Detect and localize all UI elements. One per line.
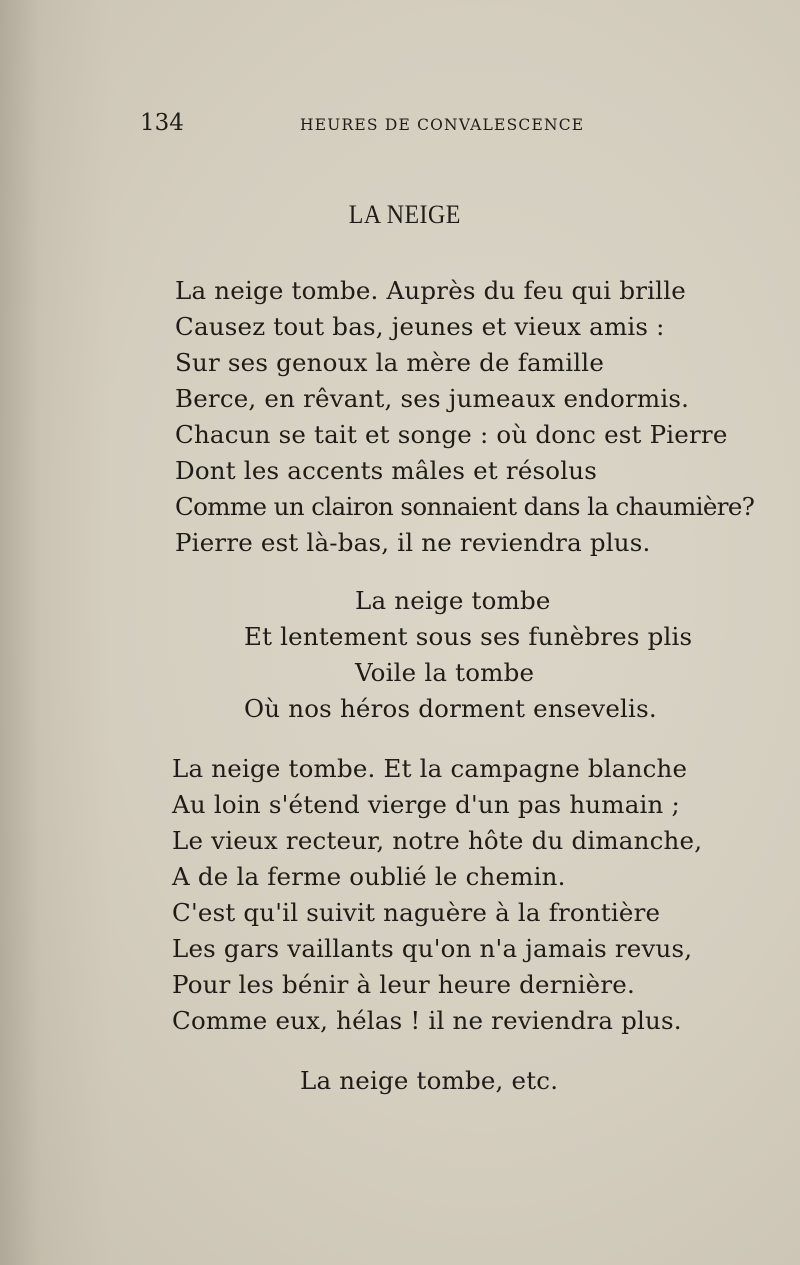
stanza-2-line-5: C'est qu'il suivit naguère à la frontière xyxy=(172,898,661,927)
stanza-1-line-5: Chacun se tait et songe : où donc est Pierre xyxy=(175,420,728,449)
stanza-2-line-2: Au loin s'étend vierge d'un pas humain ; xyxy=(172,790,680,819)
stanza-2-line-8: Comme eux, hélas ! il ne reviendra plus. xyxy=(172,1006,682,1035)
page-header xyxy=(0,110,800,140)
stanza-2-line-3: Le vieux recteur, notre hôte du dimanche, xyxy=(172,826,703,855)
poem-title: LA NEIGE xyxy=(348,200,461,229)
refrain-line-1: La neige tombe xyxy=(355,586,551,615)
refrain-line-4: Où nos héros dorment ensevelis. xyxy=(244,694,657,723)
stanza-1-line-7: Comme un clairon sonnaient dans la chaumière? xyxy=(175,492,755,521)
stanza-1-line-1: La neige tombe. Auprès du feu qui brille xyxy=(175,276,686,305)
stanza-2-line-1: La neige tombe. Et la campagne blanche xyxy=(172,754,688,783)
refrain-line-2: Et lentement sous ses funèbres plis xyxy=(244,622,693,651)
final-refrain: La neige tombe, etc. xyxy=(300,1066,559,1095)
stanza-2-line-7: Pour les bénir à leur heure dernière. xyxy=(172,970,635,999)
refrain-line-3: Voile la tombe xyxy=(355,658,535,687)
stanza-2-line-6: Les gars vaillants qu'on n'a jamais revus, xyxy=(172,934,693,963)
stanza-1-line-3: Sur ses genoux la mère de famille xyxy=(175,348,605,377)
stanza-1-line-6: Dont les accents mâles et résolus xyxy=(175,456,598,485)
stanza-1-line-2: Causez tout bas, jeunes et vieux amis : xyxy=(175,312,665,341)
stanza-1-line-8: Pierre est là-bas, il ne reviendra plus. xyxy=(175,528,651,557)
running-title: HEURES DE CONVALESCENCE xyxy=(300,116,585,134)
stanza-2-line-4: A de la ferme oublié le chemin. xyxy=(172,862,566,891)
stanza-1-line-4: Berce, en rêvant, ses jumeaux endormis. xyxy=(175,384,690,413)
page-number: 134 xyxy=(140,110,184,136)
